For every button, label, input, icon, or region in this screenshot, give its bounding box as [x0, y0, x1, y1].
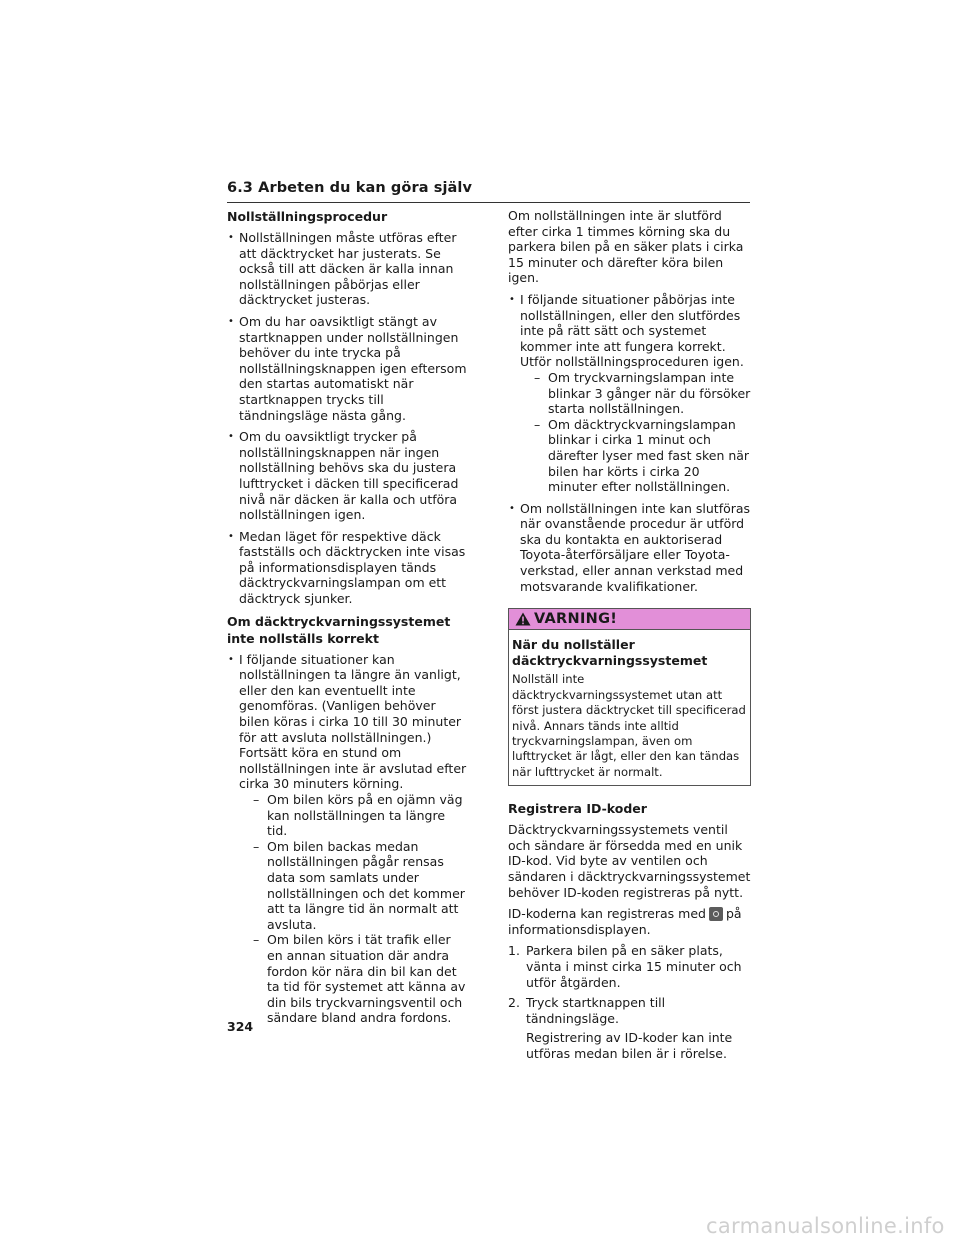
intro-paragraph: Om nollställningen inte är slutförd efter cirka 1 timmes körning ska du parkera bilen på en säker plats i cirka 15 minuter och därefter köra bilen igen. — [508, 208, 744, 286]
settings-icon — [709, 907, 723, 921]
sub-list-item: – Om bilen körs på en ojämn väg kan nollställningen ta längre tid. — [253, 792, 463, 839]
list-item: • Nollställningen måste utföras efter att däcktrycket har justerats. Se också till att däcken är kalla innan nollställningen påbörjas eller däcktrycket justeras. — [227, 230, 467, 308]
reset-procedure-list — [227, 230, 467, 607]
step-item: 1. Parkera bilen på en säker plats, vänta i minst cirka 15 minuter och utför åtgärden. — [508, 943, 742, 990]
list-item-text: I följande situationer kan nollställningen ta längre än vanligt, eller den kan eventuellt inte genomföras. (Vanligen behöver bilen köras i cirka 10 till 30 minuter för att avsluta nollställningen.) Fortsätt köra en stund om nollställningen inte är avslutad efter cirka 30 minuters körning. — [239, 651, 467, 792]
warning-box — [508, 608, 751, 786]
warning-label: VARNING! — [534, 611, 618, 628]
heading-not-reset-correctly: Om däcktryckvarningssystemet inte nollställs korrekt — [227, 613, 451, 646]
situations-list — [508, 292, 751, 594]
page-number: 324 — [227, 1019, 254, 1034]
list-item — [508, 292, 751, 495]
sub-list-item: – Om däcktryckvarningslampan blinkar i cirka 1 minut och därefter lyser med fast sken när bilen har körts i cirka 20 minuter efter nollställningen. — [534, 416, 750, 495]
right-column — [508, 208, 751, 1067]
warning-header — [509, 609, 750, 630]
list-item — [227, 652, 467, 1026]
heading-register-id-codes: Registrera ID-koder — [508, 801, 647, 817]
section-header — [227, 180, 750, 203]
warning-title: När du nollställer däcktryckvarningssystemet — [512, 637, 708, 668]
step-item: 2. Tryck startknappen till tändningsläge. Registrering av ID-koder kan inte utföras medan bilen är i rörelse. — [508, 995, 751, 1061]
list-item-text: I följande situationer påbörjas inte nollställningen, eller den slutfördes inte på rätt sätt och systemet kommer inte att fungera korrekt. Utför nollställningsproceduren igen. — [520, 291, 744, 370]
list-item: • Om nollställningen inte kan slutföras när ovanstående procedur är utförd ska du kontakta en auktoriserad Toyota-återförsäljare eller Toyota-verkstad, eller annan verkstad med motsvarande kvalifikationer. — [508, 501, 751, 595]
left-column — [227, 208, 467, 1032]
warning-text: Nollställ inte däcktryckvarningssystemet utan att först justera däcktrycket till specificerad nivå. Annars tänds inte alltid tryckvarningslampan, även om lufttrycket är lågt, eller den kan tändas när lufttrycket är normalt. — [512, 672, 746, 779]
id-code-paragraph: Däcktryckvarningssystemets ventil och sändare är försedda med en unik ID-kod. Vid byte av ventilen och sändaren i däcktryckvarningssystemet behöver ID-koden registreras på nytt. — [508, 822, 751, 900]
heading-reset-procedure: Nollställningsprocedur — [227, 209, 388, 224]
list-item: • Om du har oavsiktligt stängt av startknappen under nollställningen behöver du inte trycka på nollställningsknappen igen eftersom den startas automatiskt när startknappen trycks till tändningsläge nästa gång. — [227, 314, 467, 423]
not-reset-list — [227, 652, 467, 1026]
warning-body — [509, 630, 750, 785]
sub-list — [239, 792, 467, 1026]
id-code-display-paragraph: ID-koderna kan registreras med på informationsdisplayen. — [508, 906, 742, 937]
list-item: • Medan läget för respektive däck fastställs och däcktrycken inte visas på informationsdisplayen tänds däcktryckvarningslampan om ett däcktryck sjunker. — [227, 529, 467, 607]
sub-list-item: – Om tryckvarningslampan inte blinkar 3 gånger när du försöker starta nollställningen. — [534, 369, 751, 417]
sub-list-item: – Om bilen backas medan nollställningen pågår rensas data som samlats under nollställningen och det kommer att ta längre tid än normalt att avsluta. — [253, 838, 465, 932]
step-note: Registrering av ID-koder kan inte utföras medan bilen är i rörelse. — [526, 1030, 733, 1061]
section-title: 6.3 Arbeten du kan göra själv — [227, 180, 473, 196]
warning-triangle-icon — [515, 612, 531, 626]
list-item: • Om du oavsiktligt trycker på nollställningsknappen när ingen nollställning behövs ska du justera lufttrycket i däcken till specificerad nivå när däcken är kalla och utföra nollställningen igen. — [227, 429, 467, 523]
sub-list-item: – Om bilen körs i tät trafik eller en annan situation där andra fordon kör nära din bil kan det ta tid för systemet att känna av din bils tryckvarningsventil och sändare bland andra fordons. — [253, 932, 466, 1026]
watermark: carmanualsonline.info — [706, 1214, 945, 1238]
sub-list — [520, 370, 751, 495]
steps-list — [508, 943, 751, 1061]
